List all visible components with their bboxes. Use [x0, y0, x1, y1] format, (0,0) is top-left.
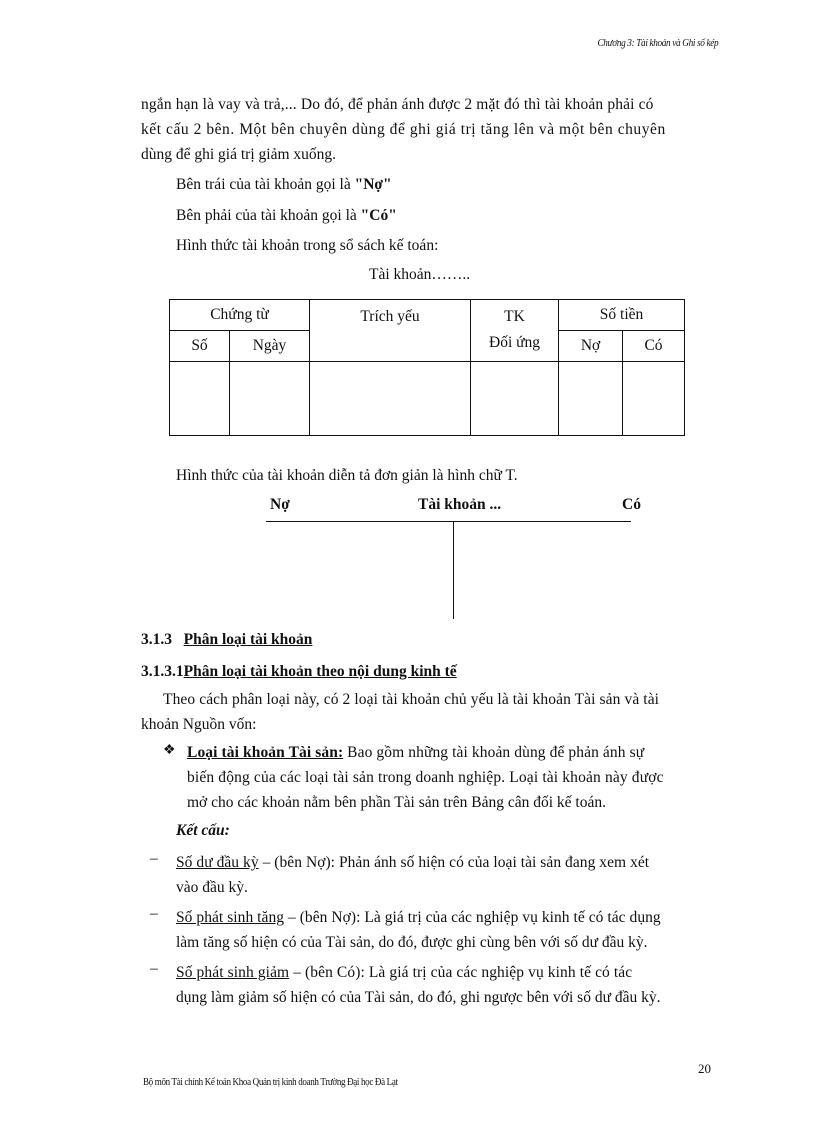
asset-account-label: Loại tài khoản Tài sản: — [187, 744, 344, 761]
table-cell — [230, 362, 310, 436]
header-counter: Đối ứng — [489, 334, 541, 351]
section-3-1-3-1-heading — [141, 663, 457, 681]
header-number: Số — [170, 331, 230, 362]
item-decrease — [176, 960, 660, 1010]
intro-line: kết cấu 2 bên. Một bên chuyên dùng để ghi giá trị tăng lên và một bên chuyên — [141, 121, 666, 138]
form-intro: Hình thức tài khoản trong sổ sách kế toán: — [176, 237, 439, 254]
header-counter-account — [471, 300, 559, 362]
asset-account-line: biến động của các loại tài sản trong doanh nghiệp. Loại tài khoản này được — [187, 769, 664, 786]
item-increase — [176, 905, 661, 955]
dash-marker: – — [150, 960, 158, 977]
header-amount: Số tiền — [559, 300, 685, 331]
table-cell — [623, 362, 685, 436]
table-title: Tài khoản…….. — [369, 266, 471, 283]
structure-label: Kết cấu: — [176, 822, 230, 839]
item-term: Số dư đầu kỳ — [176, 854, 259, 871]
debit-term: "Nợ" — [354, 176, 392, 193]
intro-line: dùng để ghi giá trị giảm xuống. — [141, 146, 337, 163]
item-text: – (bên Nợ): Phản ánh số hiện có của loại tài sản đang xem xét — [258, 854, 650, 871]
item-text: – (bên Nợ): Là giá trị của các nghiệp vụ kinh tế có tác dụng — [284, 909, 661, 926]
ledger-table — [169, 299, 685, 436]
section-number: 3.1.3.1 — [141, 663, 184, 680]
intro-paragraph — [141, 92, 716, 167]
header-summary: Trích yếu — [310, 300, 471, 362]
section-number: 3.1.3 — [141, 631, 172, 648]
t-account-credit: Có — [622, 496, 641, 513]
right-side-definition — [176, 207, 397, 225]
header-tk: TK — [504, 308, 525, 325]
chapter-header: Chương 3: Tài khoản và Ghi số kép — [597, 38, 718, 49]
right-side-text: Bên phải của tài khoản gọi là — [176, 207, 361, 224]
left-side-text: Bên trái của tài khoản gọi là — [176, 176, 355, 193]
header-credit: Có — [623, 331, 685, 362]
credit-term: "Có" — [360, 207, 397, 224]
header-voucher: Chứng từ — [170, 300, 310, 331]
t-account-title: Tài khoản ... — [418, 496, 502, 513]
left-side-definition — [176, 176, 392, 194]
item-term: Số phát sinh tăng — [176, 909, 285, 926]
table-cell — [170, 362, 230, 436]
dash-marker: – — [150, 850, 158, 867]
item-text: vào đầu kỳ. — [176, 879, 248, 896]
header-date: Ngày — [230, 331, 310, 362]
item-text: – (bên Có): Là giá trị của các nghiệp vụ kinh tế có tác — [289, 964, 633, 981]
footer: Bộ môn Tài chính Kế toán Khoa Quản trị kinh doanh Trường Đại học Đà Lạt — [143, 1077, 398, 1088]
asset-account-block — [187, 740, 715, 815]
t-account-vertical-line — [453, 522, 454, 619]
section-title: Phân loại tài khoản — [183, 631, 313, 648]
table-cell — [559, 362, 623, 436]
intro-line: ngắn hạn là vay và trả,... Do đó, để phản ánh được 2 mặt đó thì tài khoản phải có — [141, 96, 654, 113]
section-title: Phân loại tài khoản theo nội dung kinh tế — [183, 663, 457, 680]
diamond-bullet-icon: ❖ — [163, 743, 176, 758]
asset-account-line: mở cho các khoản nằm bên phần Tài sản trên Bảng cân đối kế toán. — [187, 794, 606, 811]
table-cell — [471, 362, 559, 436]
t-account-intro: Hình thức của tài khoản diễn tả đơn giản là hình chữ T. — [176, 467, 518, 484]
item-term: Số phát sinh giảm — [176, 964, 290, 981]
dash-marker: – — [150, 905, 158, 922]
classify-line: khoản Nguồn vốn: — [141, 716, 257, 733]
asset-account-line — [187, 740, 715, 765]
section-3-1-3-heading — [141, 631, 312, 649]
t-account-horizontal-line — [266, 521, 631, 522]
table-cell — [310, 362, 471, 436]
item-text: làm tăng số hiện có của Tài sản, do đó, được ghi cùng bên với số dư đầu kỳ. — [176, 934, 648, 951]
item-text: dụng làm giảm số hiện có của Tài sản, do đó, ghi ngược bên với số dư đầu kỳ. — [176, 989, 661, 1006]
page-number: 20 — [698, 1061, 711, 1076]
classify-line: Theo cách phân loại này, có 2 loại tài khoản chủ yếu là tài khoản Tài sản và tài — [163, 691, 660, 708]
t-account-debit: Nợ — [270, 496, 290, 513]
item-opening-balance — [176, 850, 649, 900]
asset-account-text: Bao gồm những tài khoản dùng để phản ánh sự — [343, 744, 645, 761]
classify-paragraph — [141, 687, 716, 737]
header-debit: Nợ — [559, 331, 623, 362]
